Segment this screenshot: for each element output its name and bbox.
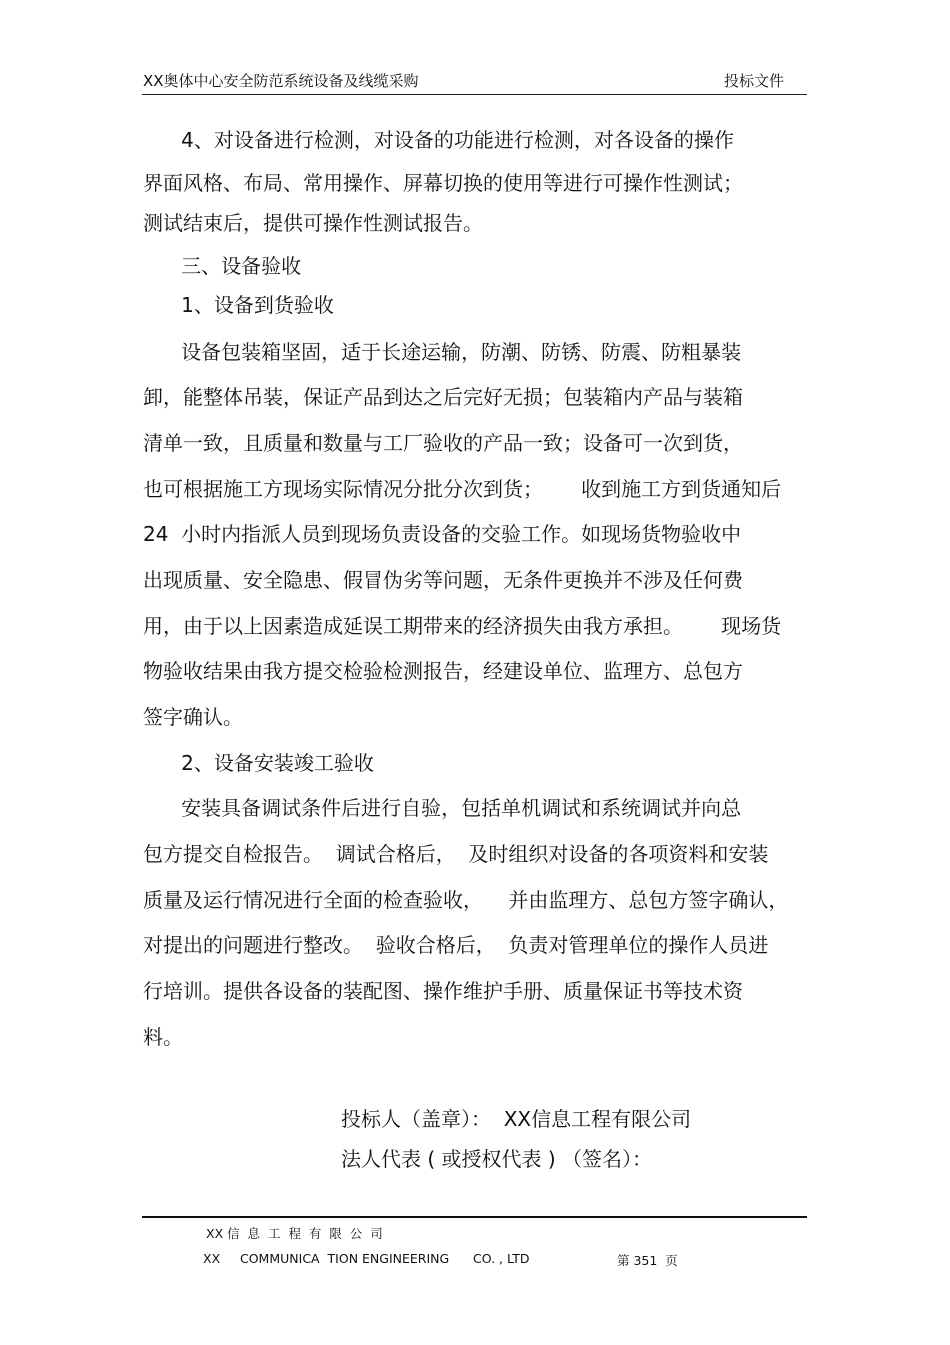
- body-line: 24 小时内指派人员到现场负责设备的交验工作。如现场货物验收中: [143, 522, 742, 546]
- body-line: 测试结束后，提供可操作性测试报告。: [143, 211, 483, 235]
- body-line: 行培训。提供各设备的装配图、操作维护手册、质量保证书等技术资: [143, 979, 743, 1003]
- body-line: 出现质量、安全隐患、假冒伪劣等问题，无条件更换并不涉及任何费: [143, 568, 743, 592]
- body-line: 包方提交自检报告。 调试合格后， 及时组织对设备的各项资料和安装: [143, 842, 769, 866]
- subsection-heading: 1、设备到货验收: [143, 293, 334, 317]
- footer-divider: [142, 1216, 807, 1218]
- body-line: 界面风格、布局、常用操作、屏幕切换的使用等进行可操作性测试；: [143, 171, 743, 195]
- section-heading: 三、设备验收: [143, 254, 302, 278]
- body-line: 卸，能整体吊装，保证产品到达之后完好无损；包装箱内产品与装箱: [143, 385, 743, 409]
- body-line: 料。: [143, 1025, 183, 1049]
- body-line: 用，由于以上因素造成延误工期带来的经济损失由我方承担。 现场货: [143, 614, 782, 638]
- signature-bidder: 投标人（盖章）： XX信息工程有限公司: [341, 1107, 692, 1131]
- body-line: 安装具备调试条件后进行自验，包括单机调试和系统调试并向总: [143, 796, 742, 820]
- body-line: 设备包装箱坚固，适于长途运输，防潮、防锈、防震、防粗暴装: [143, 340, 742, 364]
- subsection-heading: 2、设备安装竣工验收: [143, 751, 374, 775]
- body-line: 物验收结果由我方提交检验检测报告，经建设单位、监理方、总包方: [143, 659, 743, 683]
- header-doc-type: 投标文件: [724, 72, 785, 90]
- body-line: 签字确认。: [143, 705, 243, 729]
- body-line: 清单一致，且质量和数量与工厂验收的产品一致；设备可一次到货，: [143, 431, 743, 455]
- body-line: 对提出的问题进行整改。 验收合格后， 负责对管理单位的操作人员进: [143, 933, 769, 957]
- footer-page-number: 第 351 页: [617, 1253, 678, 1268]
- body-line: 4、对设备进行检测，对设备的功能进行检测，对各设备的操作: [143, 128, 734, 152]
- footer-company-en: XX COMMUNICA TION ENGINEERING CO. , LTD: [203, 1251, 530, 1266]
- footer-company-cn: XX 信 息 工 程 有 限 公 司: [206, 1226, 383, 1241]
- body-line: 质量及运行情况进行全面的检查验收， 并由监理方、总包方签字确认，: [143, 888, 789, 912]
- header-title: XX奥体中心安全防范系统设备及线缆采购: [143, 72, 419, 90]
- body-line: 也可根据施工方现场实际情况分批分次到货； 收到施工方到货通知后: [143, 477, 782, 501]
- signature-legal-rep: 法人代表 ( 或授权代表 ) （签名）：: [341, 1147, 653, 1171]
- header-divider: [142, 94, 807, 95]
